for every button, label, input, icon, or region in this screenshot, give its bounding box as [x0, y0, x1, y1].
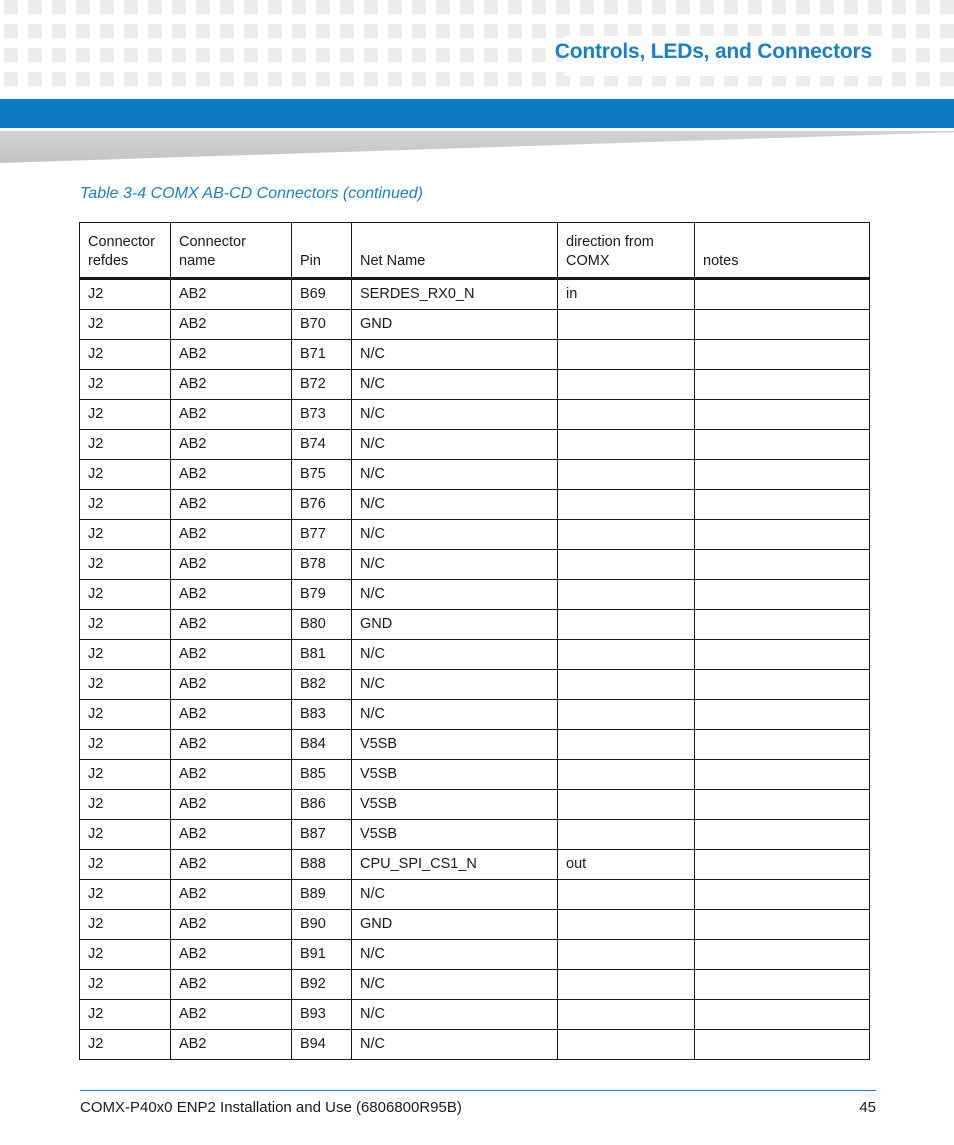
table-cell: V5SB — [352, 820, 558, 850]
table-cell — [558, 730, 695, 760]
table-cell: AB2 — [171, 940, 292, 970]
table-cell: V5SB — [352, 790, 558, 820]
table-cell: GND — [352, 610, 558, 640]
table-cell — [558, 820, 695, 850]
table-row — [80, 1030, 870, 1060]
table-cell: AB2 — [171, 700, 292, 730]
table-cell: N/C — [352, 700, 558, 730]
table-cell: J2 — [80, 1030, 171, 1060]
table-cell: J2 — [80, 730, 171, 760]
table-cell: J2 — [80, 550, 171, 580]
table-cell: N/C — [352, 1000, 558, 1030]
column-header: Net Name — [352, 223, 558, 279]
table-cell: AB2 — [171, 279, 292, 310]
table-row — [80, 550, 870, 580]
column-header: direction from COMX — [558, 223, 695, 279]
table-cell — [695, 670, 870, 700]
table-cell — [558, 610, 695, 640]
table-cell: B94 — [292, 1030, 352, 1060]
table-cell — [695, 880, 870, 910]
table-cell: N/C — [352, 640, 558, 670]
table-cell: SERDES_RX0_N — [352, 279, 558, 310]
page-number: 45 — [859, 1099, 876, 1116]
table-cell — [558, 490, 695, 520]
table-cell: J2 — [80, 910, 171, 940]
table-cell: AB2 — [171, 430, 292, 460]
table-cell — [558, 910, 695, 940]
table-row — [80, 820, 870, 850]
table-cell: AB2 — [171, 850, 292, 880]
table-cell — [695, 580, 870, 610]
table-cell: AB2 — [171, 460, 292, 490]
table-cell: AB2 — [171, 760, 292, 790]
table-cell: B88 — [292, 850, 352, 880]
table-cell — [695, 700, 870, 730]
table-cell: J2 — [80, 580, 171, 610]
table-cell: GND — [352, 310, 558, 340]
table-cell: AB2 — [171, 880, 292, 910]
table-cell — [558, 670, 695, 700]
table-cell: N/C — [352, 880, 558, 910]
table-cell: B79 — [292, 580, 352, 610]
table-cell — [695, 370, 870, 400]
table-cell: AB2 — [171, 1030, 292, 1060]
table-cell: B86 — [292, 790, 352, 820]
column-header: Pin — [292, 223, 352, 279]
table-cell: B77 — [292, 520, 352, 550]
table-cell — [695, 550, 870, 580]
table-cell — [695, 279, 870, 310]
table-cell: AB2 — [171, 910, 292, 940]
table-cell: V5SB — [352, 760, 558, 790]
table-cell: B75 — [292, 460, 352, 490]
table-cell: AB2 — [171, 640, 292, 670]
table-cell — [695, 610, 870, 640]
table-cell — [695, 760, 870, 790]
table-cell — [695, 310, 870, 340]
table-row — [80, 400, 870, 430]
table-cell — [695, 640, 870, 670]
table-cell: J2 — [80, 850, 171, 880]
table-cell: AB2 — [171, 730, 292, 760]
table-cell — [558, 340, 695, 370]
table-cell — [558, 1000, 695, 1030]
header-wedge — [0, 131, 954, 163]
table-cell — [558, 370, 695, 400]
table-cell — [558, 760, 695, 790]
table-cell: J2 — [80, 490, 171, 520]
table-row — [80, 730, 870, 760]
table-cell — [695, 460, 870, 490]
table-cell: AB2 — [171, 790, 292, 820]
table-cell — [558, 310, 695, 340]
table-cell: B71 — [292, 340, 352, 370]
table-cell: J2 — [80, 1000, 171, 1030]
table-cell: J2 — [80, 790, 171, 820]
table-cell: AB2 — [171, 400, 292, 430]
table-cell: B80 — [292, 610, 352, 640]
table-cell: B81 — [292, 640, 352, 670]
table-row — [80, 910, 870, 940]
table-cell: AB2 — [171, 610, 292, 640]
table-cell — [558, 640, 695, 670]
table-cell — [695, 520, 870, 550]
column-header: Connector refdes — [80, 223, 171, 279]
table-row — [80, 640, 870, 670]
table-cell: B83 — [292, 700, 352, 730]
table-cell: B85 — [292, 760, 352, 790]
table-cell — [695, 340, 870, 370]
table-cell: in — [558, 279, 695, 310]
table-row — [80, 970, 870, 1000]
table-cell: B78 — [292, 550, 352, 580]
table-cell: N/C — [352, 400, 558, 430]
table-cell: N/C — [352, 1030, 558, 1060]
table-cell: AB2 — [171, 970, 292, 1000]
table-cell: N/C — [352, 520, 558, 550]
connector-table — [79, 222, 870, 1060]
column-header: Connector name — [171, 223, 292, 279]
table-cell — [558, 460, 695, 490]
table-cell: J2 — [80, 430, 171, 460]
table-cell — [695, 910, 870, 940]
footer-rule — [80, 1090, 876, 1091]
table-cell: AB2 — [171, 340, 292, 370]
table-cell: N/C — [352, 970, 558, 1000]
table-row — [80, 880, 870, 910]
table-row — [80, 790, 870, 820]
table-cell — [695, 970, 870, 1000]
table-cell: N/C — [352, 340, 558, 370]
table-row — [80, 1000, 870, 1030]
table-cell: N/C — [352, 940, 558, 970]
table-row — [80, 610, 870, 640]
table-cell: J2 — [80, 760, 171, 790]
table-cell — [695, 1030, 870, 1060]
table-cell: B82 — [292, 670, 352, 700]
table-cell — [695, 940, 870, 970]
table-cell: N/C — [352, 580, 558, 610]
table-cell: N/C — [352, 370, 558, 400]
table-cell — [558, 400, 695, 430]
table-cell: J2 — [80, 340, 171, 370]
table-cell: J2 — [80, 700, 171, 730]
table-row — [80, 760, 870, 790]
table-cell: J2 — [80, 640, 171, 670]
table-cell: N/C — [352, 490, 558, 520]
table-cell: AB2 — [171, 670, 292, 700]
table-cell — [695, 490, 870, 520]
table-cell — [558, 550, 695, 580]
table-cell: J2 — [80, 520, 171, 550]
table-cell: J2 — [80, 310, 171, 340]
table-cell: AB2 — [171, 490, 292, 520]
table-cell: N/C — [352, 550, 558, 580]
table-cell: B74 — [292, 430, 352, 460]
table-cell — [558, 1030, 695, 1060]
table-cell: J2 — [80, 460, 171, 490]
footer-document-title: COMX-P40x0 ENP2 Installation and Use (6806800R95B) — [80, 1099, 462, 1116]
table-cell — [558, 520, 695, 550]
table-row — [80, 279, 870, 310]
table-cell — [695, 790, 870, 820]
table-row — [80, 430, 870, 460]
table-cell — [695, 1000, 870, 1030]
table-row — [80, 310, 870, 340]
table-cell: CPU_SPI_CS1_N — [352, 850, 558, 880]
table-row — [80, 520, 870, 550]
table-cell — [558, 430, 695, 460]
table-cell: B76 — [292, 490, 352, 520]
table-cell: AB2 — [171, 1000, 292, 1030]
table-cell: B93 — [292, 1000, 352, 1030]
table-row — [80, 460, 870, 490]
table-cell: AB2 — [171, 580, 292, 610]
table-cell: V5SB — [352, 730, 558, 760]
table-row — [80, 340, 870, 370]
table-body — [80, 279, 870, 1060]
table-row — [80, 670, 870, 700]
table-cell: out — [558, 850, 695, 880]
table-row — [80, 850, 870, 880]
table-cell — [558, 790, 695, 820]
table-cell: J2 — [80, 970, 171, 1000]
table-header-row — [80, 223, 870, 279]
table-cell — [558, 940, 695, 970]
table-cell — [695, 430, 870, 460]
table-cell — [695, 730, 870, 760]
table-cell: J2 — [80, 279, 171, 310]
table-row — [80, 490, 870, 520]
table-row — [80, 700, 870, 730]
table-cell: J2 — [80, 940, 171, 970]
table-cell: B87 — [292, 820, 352, 850]
table-cell: B91 — [292, 940, 352, 970]
table-cell: J2 — [80, 370, 171, 400]
table-row — [80, 580, 870, 610]
table-cell — [558, 880, 695, 910]
table-cell: AB2 — [171, 370, 292, 400]
table-row — [80, 940, 870, 970]
table-cell: B92 — [292, 970, 352, 1000]
table-cell: J2 — [80, 400, 171, 430]
table-cell — [695, 820, 870, 850]
table-cell: J2 — [80, 670, 171, 700]
column-header: notes — [695, 223, 870, 279]
table-cell: B89 — [292, 880, 352, 910]
table-cell: B73 — [292, 400, 352, 430]
table-cell — [558, 970, 695, 1000]
header-band — [0, 99, 954, 128]
table-cell — [695, 850, 870, 880]
table-cell: AB2 — [171, 820, 292, 850]
table-cell: B84 — [292, 730, 352, 760]
table-cell: GND — [352, 910, 558, 940]
table-cell: N/C — [352, 460, 558, 490]
table-cell: B72 — [292, 370, 352, 400]
table-cell — [695, 400, 870, 430]
table-cell: B90 — [292, 910, 352, 940]
table-cell: J2 — [80, 610, 171, 640]
table-cell: N/C — [352, 670, 558, 700]
table-cell: AB2 — [171, 310, 292, 340]
table-cell: AB2 — [171, 520, 292, 550]
table-cell: N/C — [352, 430, 558, 460]
section-title: Controls, LEDs, and Connectors — [554, 40, 872, 63]
table-cell: B70 — [292, 310, 352, 340]
table-row — [80, 370, 870, 400]
table-cell: B69 — [292, 279, 352, 310]
table-cell: J2 — [80, 880, 171, 910]
table-cell: AB2 — [171, 550, 292, 580]
table-cell — [558, 580, 695, 610]
table-cell — [558, 700, 695, 730]
table-caption: Table 3-4 COMX AB-CD Connectors (continued) — [80, 185, 423, 202]
table-cell: J2 — [80, 820, 171, 850]
